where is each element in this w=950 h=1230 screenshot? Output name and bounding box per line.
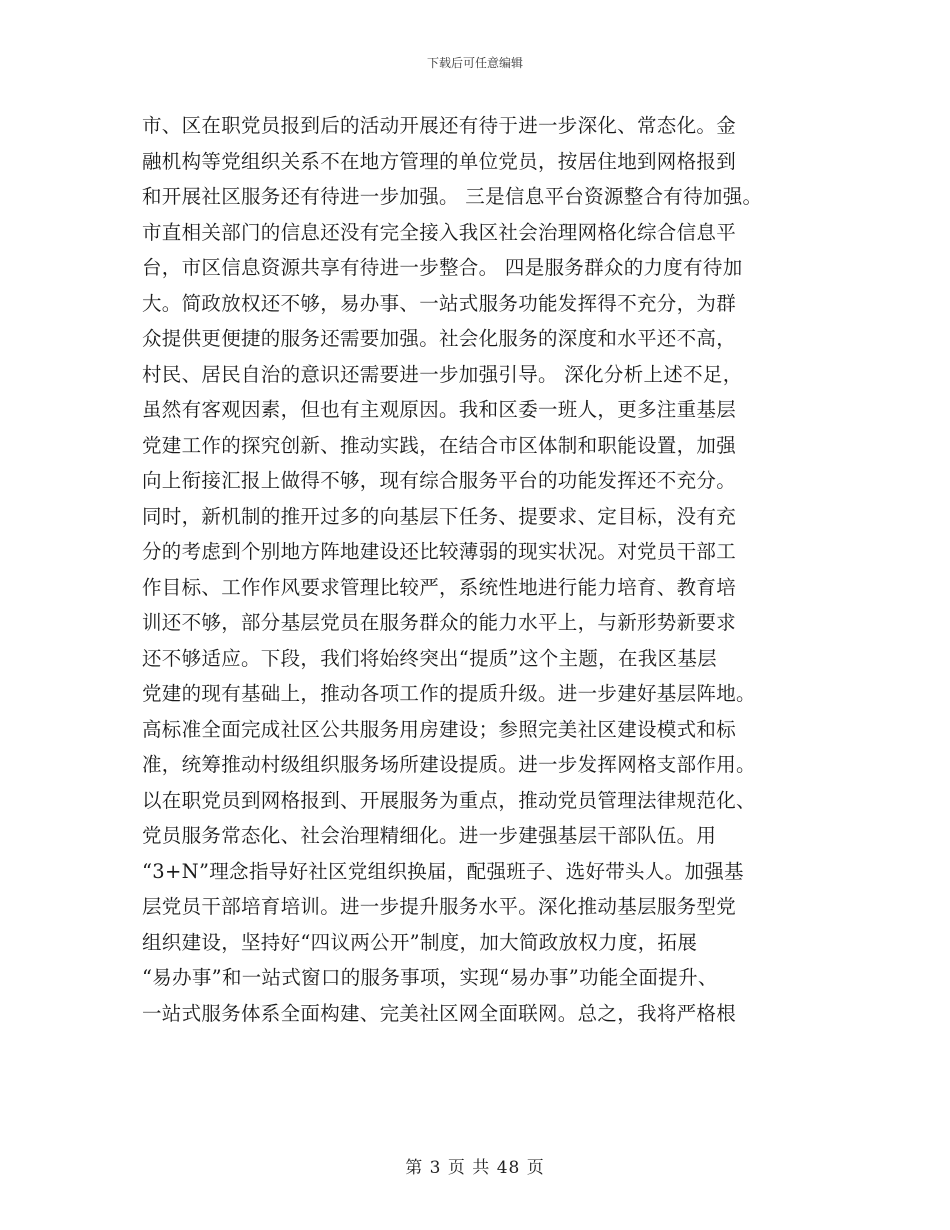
text-line: 市、区在职党员报到后的活动开展还有待于进一步深化、常态化。金 [142,114,737,137]
text-line: 大。简政放权还不够，易办事、一站式服务功能发挥得不充分，为群 [142,291,737,315]
text-line: 分的考虑到个别地方阵地建设还比较薄弱的现实状况。对党员干部工 [142,540,737,563]
text-line: 众提供更便捷的服务还需要加强。社会化服务的深度和水平还不高， [142,327,737,350]
text-line: 同时，新机制的推开过多的向基层下任务、提要求、定目标，没有充 [142,504,737,528]
text-line: 以在职党员到网格报到、开展服务为重点，推动党员管理法律规范化、 [142,788,756,812]
text-line: 训还不够，部分基层党员在服务群众的能力水平上，与新形势新要求 [142,611,737,634]
text-line: 组织建设，坚持好“四议两公开”制度，加大简政放权力度，拓展 [142,930,698,954]
text-line: 作目标、工作作风要求管理比较严，系统性地进行能力培育、教育培 [142,575,737,599]
text-line: 层党员干部培育培训。进一步提升服务水平。深化推动基层服务型党 [142,895,737,918]
text-line: 融机构等党组织关系不在地方管理的单位党员，按居住地到网格报到 [142,149,737,173]
text-line: “易办事”和一站式窗口的服务事项，实现“易办事”功能全面提升、 [142,966,718,989]
text-line: 台，市区信息资源共享有待进一步整合。 四是服务群众的力度有待加 [142,256,743,279]
text-line: 高标准全面完成社区公共服务用房建设；参照完美社区建设模式和标 [142,717,737,741]
text-line: 党建的现有基础上，推动各项工作的提质升级。进一步建好基层阵地。 [142,682,756,705]
page-number: 第 3 页 共 48 页 [405,1158,545,1178]
text-line: 准，统筹推动村级组织服务场所建设提质。进一步发挥网格支部作用。 [142,753,756,776]
document-body [142,108,842,1031]
text-line: 还不够适应。下段，我们将始终突出“提质”这个主题，在我区基层 [142,646,717,670]
text-line: “3+N”理念指导好社区党组织换届，配强班子、选好带头人。加强基 [142,859,744,883]
text-line: 市直相关部门的信息还没有完全接入我区社会治理网格化综合信息平 [142,220,737,244]
text-line: 一站式服务体系全面构建、完美社区网全面联网。总之，我将严格根 [142,1001,737,1025]
text-line: 向上衔接汇报上做得不够，现有综合服务平台的功能发挥还不充分。 [142,469,737,492]
text-line: 党建工作的探究创新、推动实践，在结合市区体制和职能设置，加强 [142,433,737,457]
page-header: 下载后可任意编辑 [426,56,523,70]
text-line: 党员服务常态化、社会治理精细化。进一步建强基层干部队伍。用 [142,824,717,847]
text-line: 和开展社区服务还有待进一步加强。 三是信息平台资源整合有待加强。 [142,185,763,208]
text-line: 虽然有客观因素，但也有主观原因。我和区委一班人，更多注重基层 [142,398,737,421]
text-line: 村民、居民自治的意识还需要进一步加强引导。 深化分析上述不足， [142,362,743,386]
